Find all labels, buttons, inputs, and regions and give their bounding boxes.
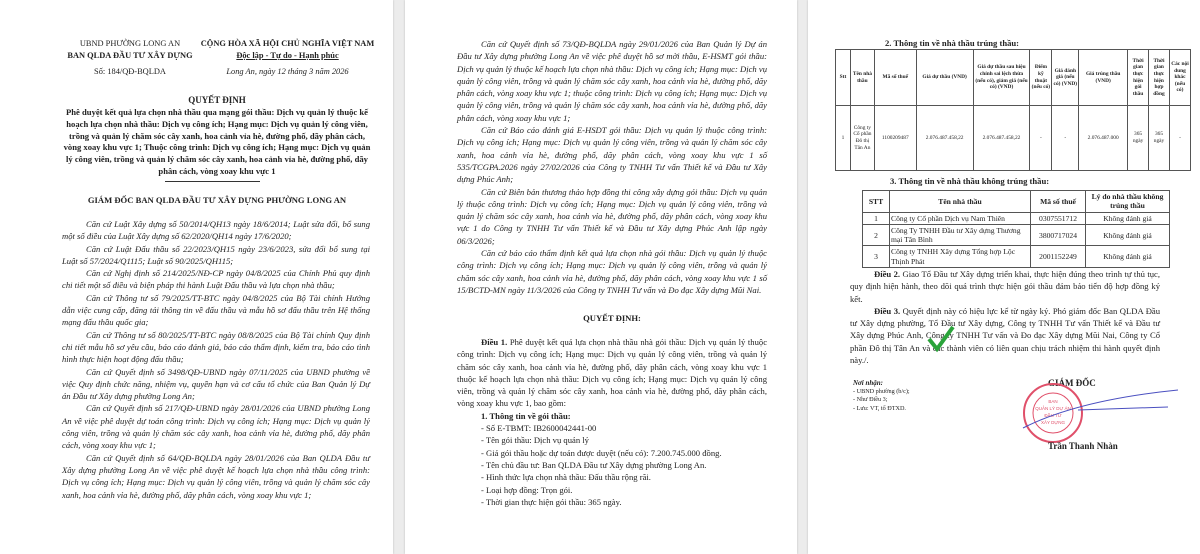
column-header: Giá đánh giá (nếu có) (VND) [1052,50,1079,106]
document-type: QUYẾT ĐỊNH [188,95,246,105]
cell: Không đánh giá [1086,212,1170,224]
cell: 3800717024 [1031,224,1086,246]
basis-item: Căn cứ Luật Đấu thầu số 22/2023/QH15 ngày 23/6/2023, sửa đổi bổ sung tại Luật số 57/2024/Q1115; Luật số 90/2025/QH115; [62,243,370,266]
table-header-row [836,50,1191,106]
column-header: Stt [836,50,851,106]
cell: 2.076.487.458,22 [973,106,1030,171]
winner-heading: 2. Thông tin về nhà thầu trúng thầu: [885,38,1020,48]
cell: - [1169,106,1190,171]
cell: Công Ty TNHH Đầu tư Xây dựng Thương mại Tân Bình [890,224,1031,246]
article-text: Quyết định này có hiệu lực kể từ ngày ký. Phó giám đốc Ban QLDA Đầu tư Xây dựng phường, Tổ Đầu tư Xây dựng, Công ty TNHH Tư vấn Thiết kế và Đầu tư Xây dựng Phúc Anh, Công ty TNHH Tư vấn và Đo đạc Xây dựng Mũi Nai, Công ty Cổ phần Đô thị Tân An và các thành viên có liên quan chịu trách nhiệm thi hành quyết định này./. [850,305,1161,366]
cell: 1 [863,212,890,224]
cell: 1 [836,106,851,171]
recipients-label: Nơi nhận: [853,379,884,387]
cell: 365 ngày [1128,106,1149,171]
page-3 [808,0,1200,554]
svg-text:QUẢN LÝ DỰ ÁN: QUẢN LÝ DỰ ÁN [1035,406,1071,411]
cell: 0307551712 [1031,212,1086,224]
cell: 1100209487 [874,106,916,171]
column-header: Giá trúng thầu (VND) [1079,50,1128,106]
table-row [836,106,1191,171]
winner-table [835,49,1191,171]
svg-text:BAN: BAN [1048,399,1058,404]
cell: Không đánh giá [1086,224,1170,246]
national-header [195,38,380,78]
package-heading: 1. Thông tin về gói thầu: [481,410,571,421]
document-subject: Phê duyệt kết quả lựa chọn nhà thầu qua mạng gói thầu: Dịch vụ quản lý thuộc kế hoạch lựa chọn nhà thầu: Dịch vụ công ích; Hạng mục: Dịch vụ quản lý công viên, trồng và quản lý chăm sóc cây xanh, hoa cảnh vỉa hè, đường phố, dãy phân cách, vòng xoay khu vực 1; Thuộc công trình: Dịch vụ công ích; Hạng mục: Dịch vụ quản lý công viên, trồng và quản lý chăm sóc cây xanh, hoa cảnh vỉa hè, đường phố, dãy phân cách, vòng xoay khu vực 1 [63,107,371,176]
column-header: Tên nhà thầu [850,50,874,106]
recipients [853,379,910,413]
article-label: Điều 2. [874,269,901,279]
svg-text:ĐẦU TƯ: ĐẦU TƯ [1044,413,1062,418]
cell: 2 [863,224,890,246]
column-header: Giá dự thầu (VND) [916,50,973,106]
package-item: - Hình thức lựa chọn nhà thầu: Đấu thầu rộng rãi. [481,472,651,483]
document-number: Số: 184/QĐ-BQLDA [94,67,166,76]
basis-item: Căn cứ Quyết định số 73/QĐ-BQLDA ngày 29/01/2026 của Ban Quản lý Dự án Đầu tư Xây dựng phường Long An về việc phê duyệt hồ sơ mời thầu, E-HSMT gói thầu: Dịch vụ quản lý thuộc kế hoạch lựa chọn nhà thầu: Dịch vụ công ích; Hạng mục: Dịch vụ quản lý công viên, trồng và quản lý chăm sóc cây xanh, hoa cảnh vỉa hè, đường phố, dãy phân cách, vòng xoay khu vực 1; thuộc công trình: Dịch vụ công ích; Hạng mục: Dịch vụ quản lý công viên, trồng và quản lý chăm sóc cây xanh, hoa cảnh vỉa hè, đường phố, dãy phân cách, vòng xoay khu vực 1; [457,39,767,123]
column-header: Lý do nhà thầu không trúng thầu [1086,191,1170,213]
cell: Không đánh giá [1086,246,1170,268]
package-item: - Thời gian thực hiện gói thầu: 365 ngày. [481,496,622,507]
legal-bases [62,218,370,501]
articles-2-3 [850,268,1160,366]
article-label: Điều 1. [481,337,508,347]
table-row [863,212,1170,224]
article-text: Phê duyệt kết quả lựa chọn nhà thầu nhà gói thầu: Dịch vụ quản lý thuộc công trình: Dịch vụ công ích; Hạng mục: Dịch vụ quản lý công viên, trồng và quản lý chăm sóc cây xanh, hoa cảnh vỉa hè, đường phố, dãy phân cách, vòng xoay khu vực 1 thuộc kế hoạch lựa chọn nhà thầu: Dịch vụ công ích; Hạng mục: Dịch vụ quản lý công viên, trồng và quản lý chăm sóc cây xanh, hoa cảnh vỉa hè, đường phố, dãy phân cách, vòng xoay khu vực 1, bao gồm: [457,337,768,409]
page-2 [405,0,797,554]
basis-item: Căn cứ Nghị định số 214/2025/NĐ-CP ngày 04/8/2025 của Chính Phủ quy định chi tiết một số điều và biện pháp thi hành Luật Đấu thầu và lựa chọn nhà thầu; [62,268,370,291]
cell: - [1052,106,1079,171]
basis-item: Căn cứ Thông tư số 79/2025/TT-BTC ngày 04/8/2025 của Bộ Tài chính Hướng dẫn việc cung cấp, đăng tải thông tin về đấu thầu và mẫu hồ sơ đấu thầu trên Hệ thống mạng đấu thầu quốc gia; [62,292,370,328]
article-label: Điều 3. [874,305,901,316]
table-row [863,224,1170,246]
issuing-org [45,38,215,78]
cell: Công ty Cổ phần Đô thị Tân An [850,106,874,171]
basis-item: Căn cứ Báo cáo đánh giá E-HSDT gói thầu: Dịch vụ quản lý thuộc công trình: Dịch vụ công ích; Hạng mục: Dịch vụ quản lý công viên, trồng và quản lý chăm sóc cây xanh, hoa cảnh vỉa hè, đường phố, dãy phân cách, vòng xoay khu vực 1 số 535/TCGPA.2026 ngày 27/02/2026 của Công ty TNHH Tư vấn Thiết kế và Đầu tư Xây dựng Phúc Anh; [457,125,767,185]
package-item: - Loại hợp đồng: Trọn gói. [481,484,573,495]
column-header: Điểm kỹ thuật (nếu có) [1030,50,1052,106]
legal-bases [457,38,767,296]
article-1 [457,336,767,508]
org-line-1: UBND PHƯỜNG LONG AN [79,39,181,48]
signer-title: GIÁM ĐỐC [1048,378,1096,388]
loser-heading: 3. Thông tin về nhà thầu không trúng thầu: [890,176,1050,186]
org-line-2: BAN QLDA ĐẦU TƯ XÂY DỰNG [67,51,193,60]
loser-table [862,190,1170,268]
basis-item: Căn cứ báo cáo thẩm định kết quả lựa chọn nhà gói thầu: Dịch vụ quản lý thuộc công trình: Dịch vụ công ích; Hạng mục: Dịch vụ quản lý công viên, trồng và quản lý chăm sóc cây xanh, hoa cảnh vỉa hè, đường phố, dãy phân cách, vòng xoay khu vực 1 số 15/BCTD-MN ngày 11/3/2026 của Công ty TNHH Tư vấn và Đo đạc Xây dựng Mũi Nai. [457,248,767,295]
column-header: Giá dự thầu sau hiệu chỉnh sai lệch thừa (nếu có), giảm giá (nếu có) (VND) [973,50,1030,106]
package-item: - Tên chủ đầu tư: Ban QLDA Đầu tư Xây dựng phường Long An. [481,459,707,470]
nation-line-1: CỘNG HÒA XÃ HỘI CHỦ NGHĨA VIỆT NAM [200,39,375,48]
column-header: Các nội dung khác (nếu có) [1169,50,1190,106]
basis-item: Căn cứ Biên bản thương thảo hợp đồng thi công xây dựng gói thầu: Dịch vụ quản lý thuộc công trình: Dịch vụ công ích; Hạng mục: Dịch vụ quản lý công viên, trồng và quản lý chăm sóc cây xanh, hoa cảnh vỉa hè, đường phố, dãy phân cách, vòng xoay khu vực 1 do Công ty TNHH Tư vấn Thiết kế và Đầu tư Xây dựng Phúc Anh lập ngày 06/3/2026; [457,186,767,246]
basis-item: Căn cứ Quyết định số 64/QĐ-BQLDA ngày 28/01/2026 của Ban QLDA Đầu tư Xây dựng phường Long An về việc phê duyệt kế hoạch lựa chọn nhà thầu công trình: Dịch vụ công ích; Hạng mục: Dịch vụ quản lý công viên, trồng và quản lý chăm sóc cây xanh, hoa cảnh vỉa hè, đường phố, dãy phân cách, vòng xoay khu vực 1; [62,452,370,500]
cell: 3 [863,246,890,268]
package-item: - Tên gói thầu: Dịch vụ quản lý [481,435,589,446]
document-date: Long An, ngày 12 tháng 3 năm 2026 [226,67,349,76]
cell: - [1030,106,1052,171]
package-item: - Giá gói thầu hoặc dự toán được duyệt (nếu có): 7.200.745.000 đồng. [481,447,722,458]
cell: Công ty TNHH Xây dựng Tổng hợp Lộc Thịnh Phát [890,246,1031,268]
recipient: - Lưu: VT, tổ ĐTXD. [853,404,906,412]
cell: 2.076.487.000 [1079,106,1128,171]
basis-item: Căn cứ Luật Xây dựng số 50/2014/QH13 ngày 18/6/2014; Luật sửa đổi, bổ sung một số điều của Luật Xây dựng số 62/2020/QH14 ngày 17/6/2020; [62,219,370,242]
decision-heading: QUYẾT ĐỊNH: [583,313,641,323]
table-row [863,246,1170,268]
cell: 365 ngày [1149,106,1170,171]
article-text: Giao Tổ Đầu tư Xây dựng triển khai, thực hiện đúng theo trình tự thủ tục, quy định hiện hành, theo dõi quá trình thực hiện gói thầu đảm bảo tiến độ hợp đồng ký kết. [850,269,1161,304]
page-1 [0,0,393,554]
basis-item: Căn cứ Quyết định số 3498/QĐ-UBND ngày 07/11/2025 của UBND phường về việc Quy định chức năng, nhiệm vụ, quyền hạn và cơ cấu tổ chức của Ban Quản lý Dự án Đầu tư Xây dựng phường Long An; [62,366,370,402]
column-header: Mã số thuế [1031,191,1086,213]
divider [165,181,260,182]
table-header-row [863,191,1170,213]
column-header: Tên nhà thầu [890,191,1031,213]
recipient: - UBND phường (b/c); [853,387,910,395]
svg-text:XÂY DỰNG: XÂY DỰNG [1040,420,1066,425]
basis-item: Căn cứ Thông tư số 80/2025/TT-BTC ngày 08/8/2025 của Bộ Tài chính Quy định chi tiết mẫu hồ sơ yêu cầu, báo cáo đánh giá, báo cáo thẩm định, kiểm tra, báo cáo tình hình thực hiện hoạt động đấu thầu; [62,329,370,365]
recipient: - Như Điều 3; [853,396,888,403]
column-header: STT [863,191,890,213]
signer-name: Trần Thanh Nhàn [1048,441,1118,451]
package-item: - Số E-TBMT: IB2600042441-00 [481,423,597,434]
cell: 2001152249 [1031,246,1086,268]
digital-signature-check-icon [926,325,956,353]
nation-line-2: Độc lập - Tự do - Hạnh phúc [236,51,339,60]
column-header: Mã số thuế [874,50,916,106]
basis-item: Căn cứ Quyết định số 217/QĐ-UBND ngày 28/01/2026 của UBND phường Long An về việc phê duyệt dự toán công trình: Dịch vụ công ích; Hạng mục: Dịch vụ quản lý công viên, trồng và quản lý chăm sóc cây xanh, hoa cảnh vỉa hè, đường phố, dãy phân cách, vòng xoay khu vực 1; [62,403,370,451]
authority-title: GIÁM ĐỐC BAN QLDA ĐẦU TƯ XÂY DỰNG PHƯỜNG LONG AN [87,195,347,205]
cell: Công ty Cổ phần Dịch vụ Nam Thiên [890,212,1031,224]
cell: 2.076.487.458,22 [916,106,973,171]
column-header: Thời gian thực hiện hợp đồng [1149,50,1170,106]
column-header: Thời gian thực hiện gói thầu [1128,50,1149,106]
